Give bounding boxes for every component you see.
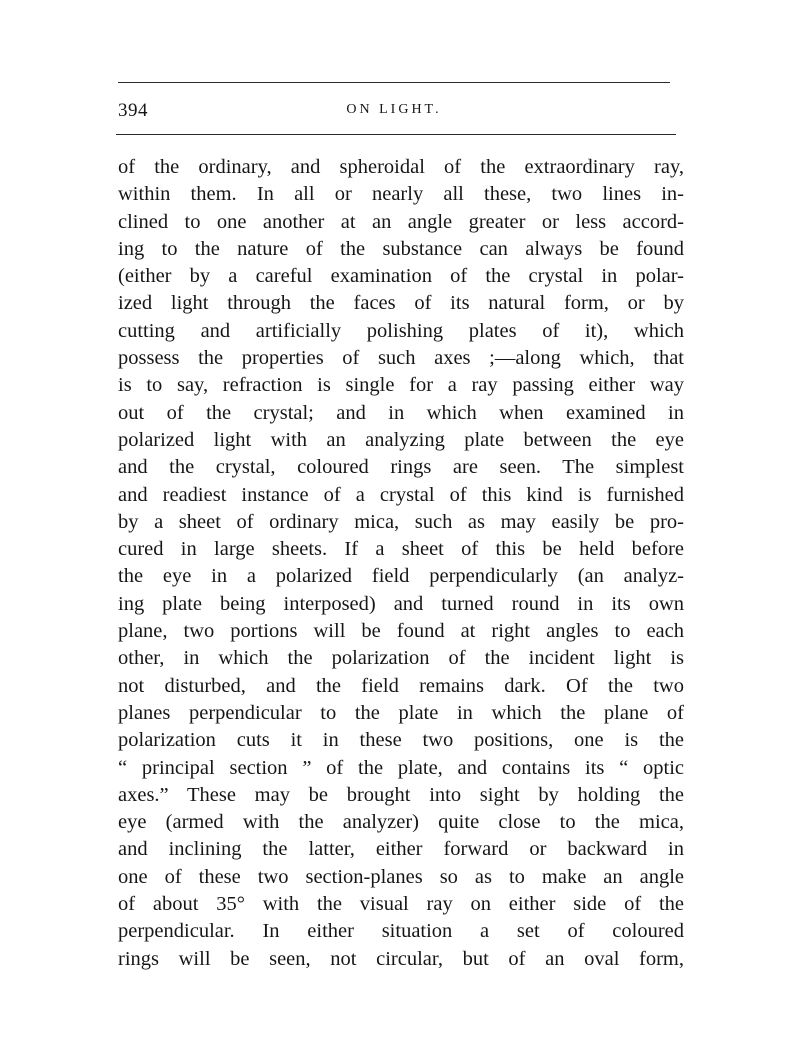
- text-line: and inclining the latter, either forward or backward in: [118, 838, 684, 861]
- text-line: not disturbed, and the field remains dark. Of the two: [118, 674, 684, 697]
- text-line: plane, two portions will be found at right angles to each: [118, 620, 684, 643]
- text-line: perpendicular. In either situation a set of coloured: [118, 920, 684, 943]
- text-line: within them. In all or nearly all these, two lines in-: [118, 183, 684, 206]
- text-line: polarized light with an analyzing plate between the eye: [118, 428, 684, 451]
- text-line: cutting and artificially polishing plates of it), which: [118, 319, 684, 342]
- text-line: polarization cuts it in these two positions, one is the: [118, 729, 684, 752]
- text-line: and the crystal, coloured rings are seen. The simplest: [118, 456, 684, 479]
- running-head: [118, 100, 670, 126]
- body-text: [118, 154, 684, 973]
- text-line: eye (armed with the analyzer) quite close to the mica,: [118, 811, 684, 834]
- text-line: is to say, refraction is single for a ray passing either way: [118, 374, 684, 397]
- text-line: ized light through the faces of its natural form, or by: [118, 292, 684, 315]
- text-line: clined to one another at an angle greater or less accord-: [118, 210, 684, 233]
- text-line: axes.” These may be brought into sight by holding the: [118, 783, 684, 806]
- text-line: and readiest instance of a crystal of this kind is furnished: [118, 483, 684, 506]
- text-line: the eye in a polarized field perpendicularly (an analyz-: [118, 565, 684, 588]
- text-line: other, in which the polarization of the incident light is: [118, 647, 684, 670]
- header-top-rule: [118, 82, 670, 83]
- header-bottom-rule: [116, 134, 676, 135]
- text-line: by a sheet of ordinary mica, such as may easily be pro-: [118, 510, 684, 533]
- text-line: “ principal section ” of the plate, and contains its “ optic: [118, 756, 684, 779]
- text-line: of the ordinary, and spheroidal of the extraordinary ray,: [118, 156, 684, 178]
- text-line: ing to the nature of the substance can always be found: [118, 237, 684, 260]
- text-line: ing plate being interposed) and turned round in its own: [118, 592, 684, 615]
- text-line: of about 35° with the visual ray on either side of the: [118, 893, 684, 916]
- text-line: out of the crystal; and in which when examined in: [118, 401, 684, 424]
- text-line: rings will be seen, not circular, but of an oval form,: [118, 947, 684, 970]
- running-title: ON LIGHT.: [346, 102, 442, 117]
- text-line: one of these two section-planes so as to make an angle: [118, 865, 684, 888]
- text-line: (either by a careful examination of the crystal in polar-: [118, 265, 684, 288]
- text-line: cured in large sheets. If a sheet of this be held before: [118, 538, 684, 561]
- text-line: planes perpendicular to the plate in which the plane of: [118, 701, 684, 724]
- page-number: 394: [118, 100, 148, 121]
- text-line: possess the properties of such axes ;—along which, that: [118, 347, 684, 370]
